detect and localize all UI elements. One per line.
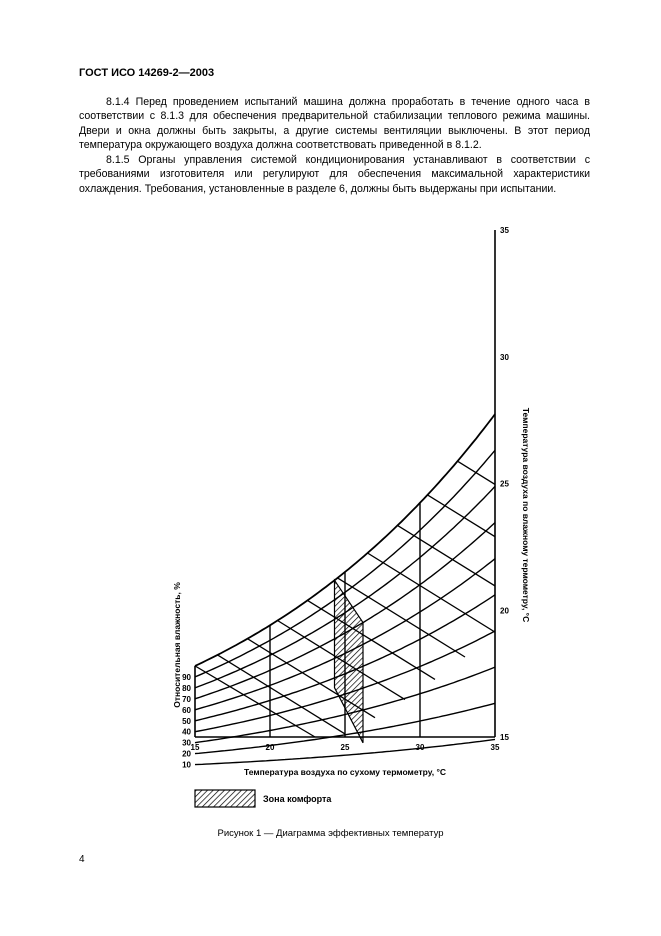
x-axis-label: Температура воздуха по сухому термометру, °С <box>243 767 447 777</box>
x-tick-label: 20 <box>265 743 275 752</box>
wet-bulb-tick-label: 30 <box>500 352 509 362</box>
humidity-tick-label: 50 <box>182 716 191 726</box>
comfort-legend-swatch <box>195 790 255 807</box>
et-line-18 <box>218 655 346 734</box>
page-number: 4 <box>79 854 85 865</box>
x-tick-label: 25 <box>340 743 350 752</box>
comfort-legend-label: Зона комфорта <box>263 794 332 804</box>
figure-caption: Рисунок 1 — Диаграмма эффективных температур <box>217 828 444 839</box>
y-axis-label-right: Температура воздуха по влажному термометру, °С <box>521 407 531 623</box>
paragraph-8-1-5: 8.1.5 Органы управления системой кондиционирования устанавливают в соответствии с требованиями изготовителя или регулируют для обеспечения максимальной характеристики охлаждения. Требования, установленные в разделе 6, должны быть выдержаны при испытании. <box>79 154 590 195</box>
paragraph-8-1-4: 8.1.4 Перед проведением испытаний машина должна проработать в течение одного часа в соответствии с 8.1.3 для обеспечения предварительной стабилизации теплового режима машины. Двери и окна должны быть закрыты, а другие системы вентиляции выключены. В этот период температура окружающего воздуха должна соответствовать приведенной в 8.1.2. <box>79 96 590 151</box>
x-tick-label: 35 <box>490 743 500 752</box>
wet-bulb-tick-label: 20 <box>500 606 509 616</box>
humidity-tick-label: 30 <box>182 738 191 748</box>
humidity-tick-label: 40 <box>182 727 191 737</box>
wet-bulb-tick-label: 15 <box>500 733 509 742</box>
et-line-32 <box>428 495 496 537</box>
humidity-tick-label: 20 <box>182 749 191 759</box>
wet-bulb-tick-label: 35 <box>500 226 509 235</box>
et-line-34 <box>458 461 496 484</box>
et-line-28 <box>368 553 496 632</box>
humidity-tick-label: 70 <box>182 694 191 704</box>
et-line-24 <box>308 600 436 679</box>
humidity-tick-label: 90 <box>182 672 191 682</box>
wet-bulb-ticks <box>500 226 509 742</box>
humidity-tick-label: 60 <box>182 705 191 715</box>
humidity-ticks <box>182 673 191 770</box>
x-tick-label: 15 <box>190 743 200 752</box>
humidity-tick-label: 10 <box>182 760 191 770</box>
comfort-zone <box>335 580 364 743</box>
humidity-tick-label: 80 <box>182 683 191 693</box>
wet-bulb-tick-label: 25 <box>500 479 509 489</box>
x-tick-label: 30 <box>415 743 425 752</box>
comfort-zone-polygon <box>335 580 364 743</box>
effective-temperature-chart <box>150 225 550 815</box>
document-header: ГОСТ ИСО 14269-2—2003 <box>79 67 215 79</box>
y-axis-label-left: Относительная влажность, % <box>172 582 182 708</box>
